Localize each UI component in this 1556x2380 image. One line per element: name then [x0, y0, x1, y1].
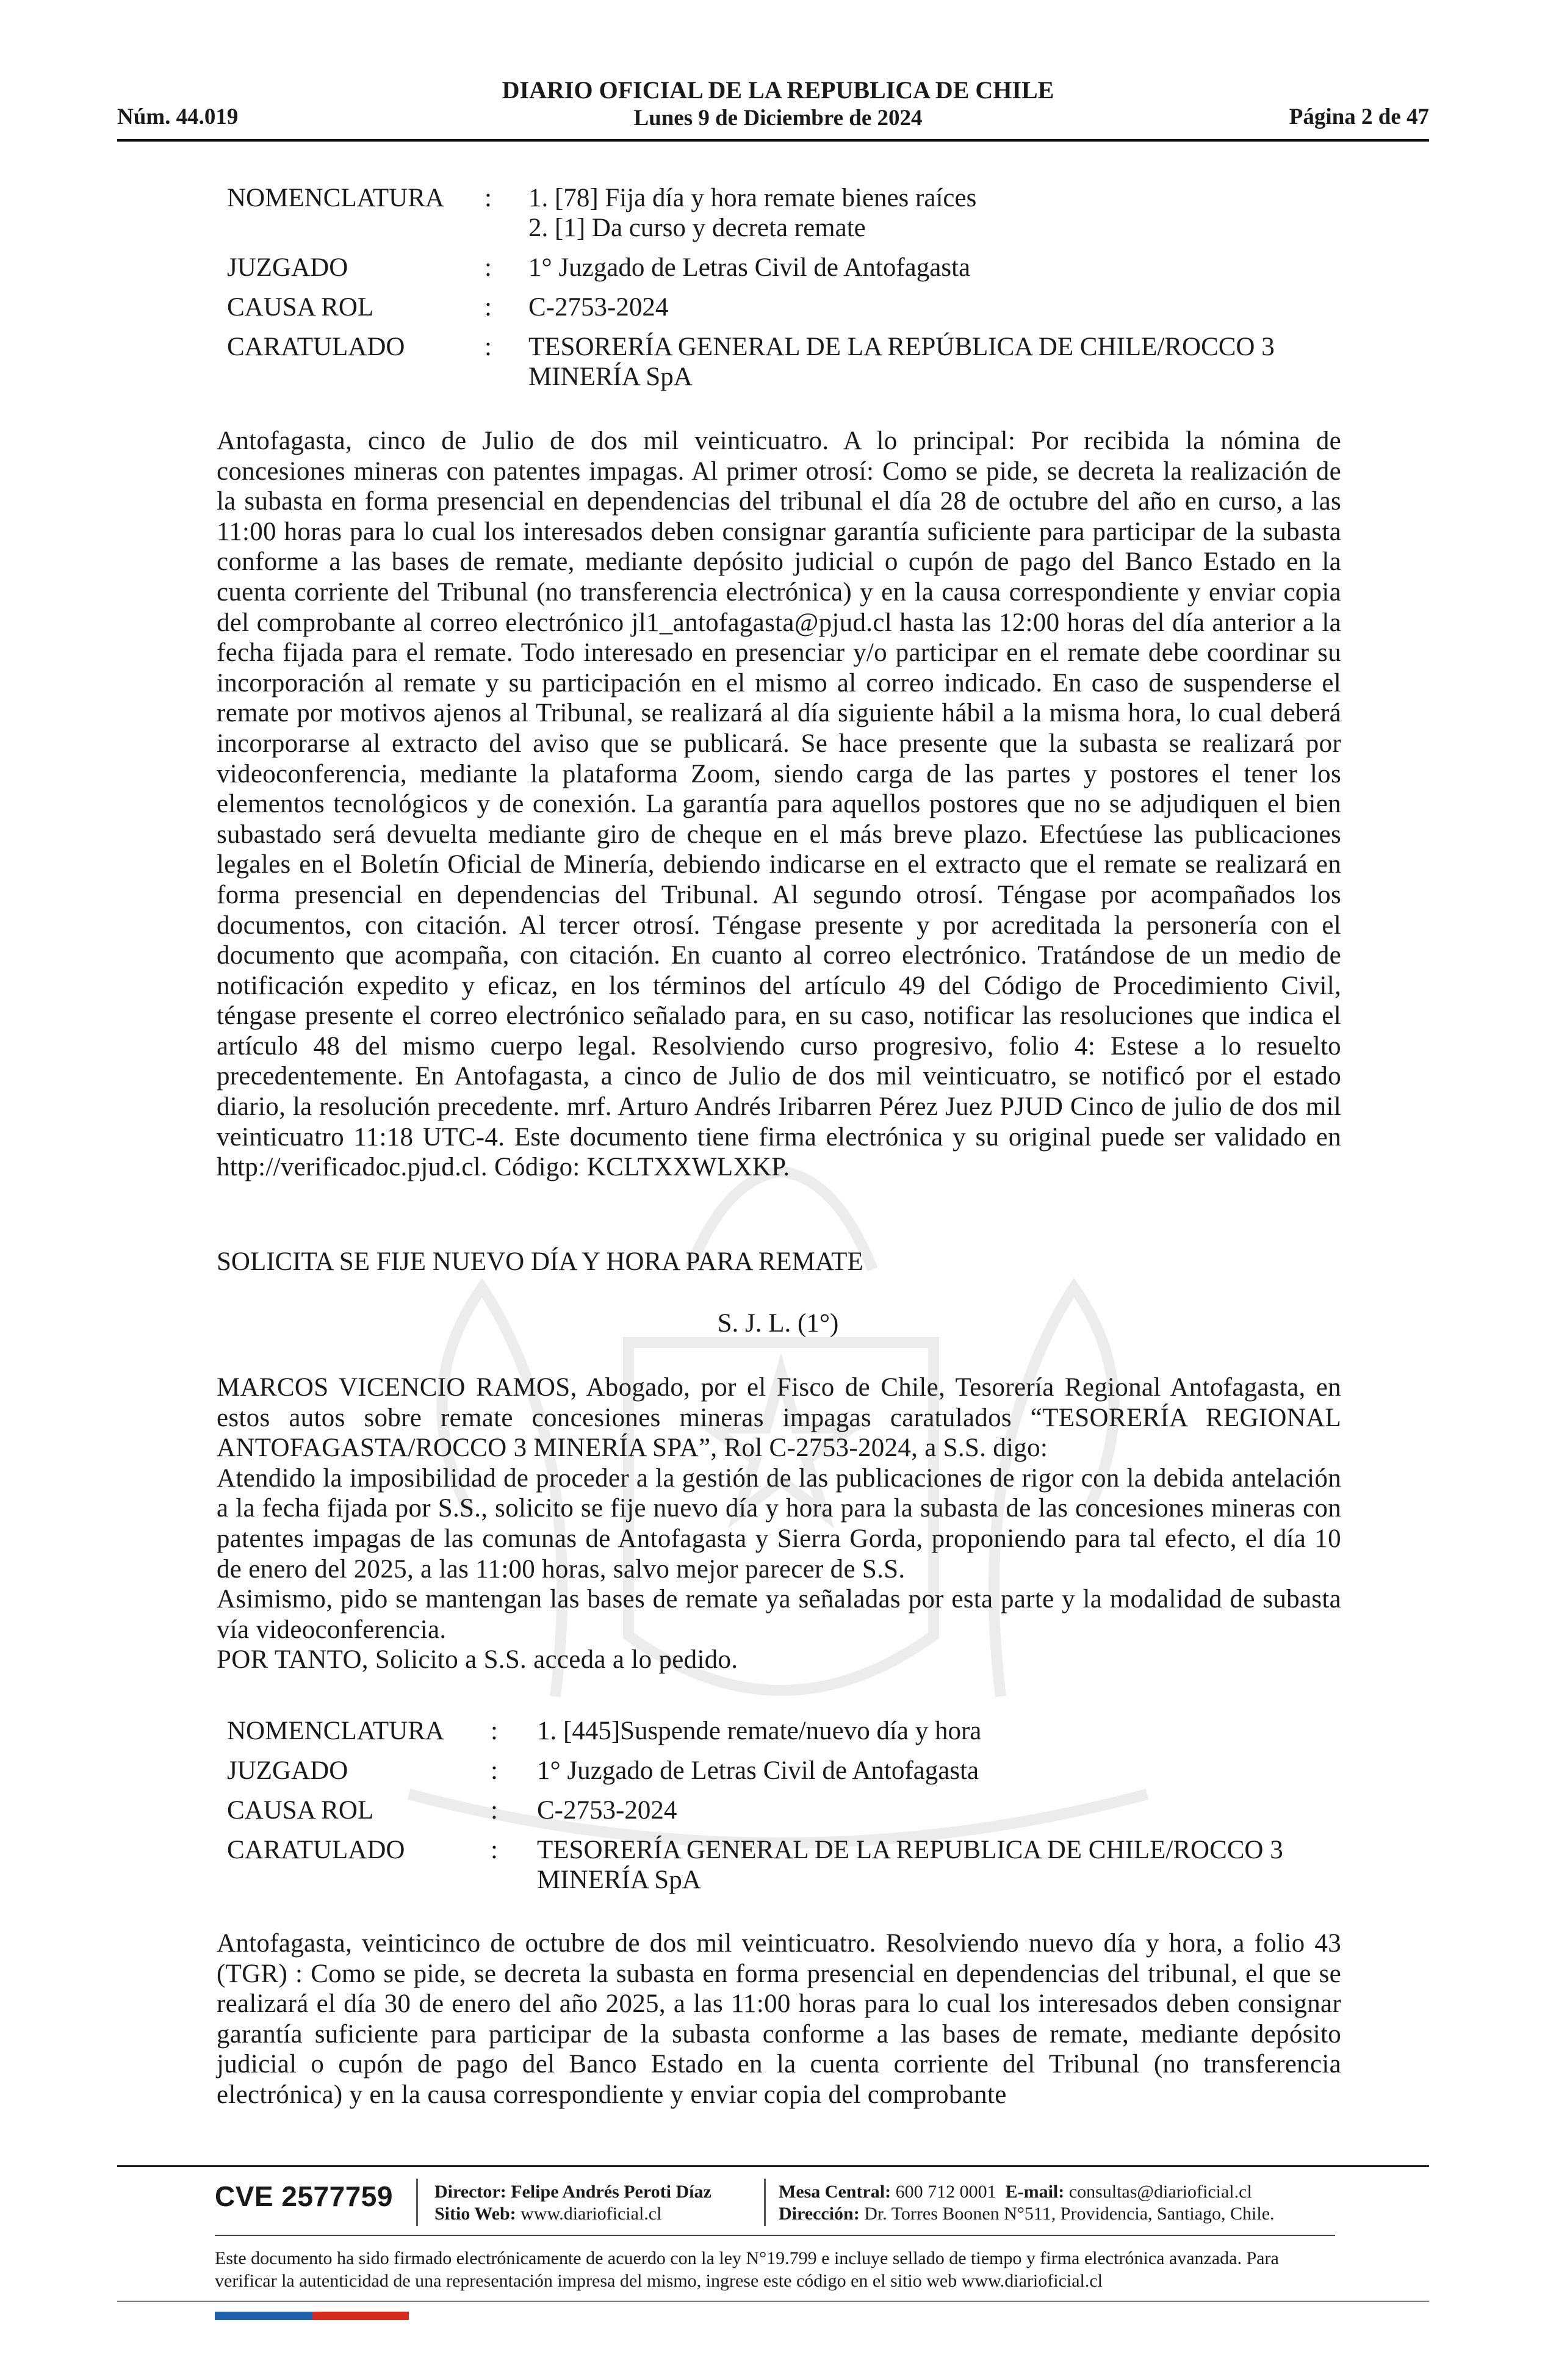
caratulado-row	[227, 1835, 1386, 1895]
request-heading: SOLICITA SE FIJE NUEVO DÍA Y HORA PARA REMATE	[217, 1247, 863, 1276]
website-link[interactable]: www.diarioficial.cl	[520, 2204, 662, 2224]
director-name: Felipe Andrés Peroti Díaz	[511, 2182, 711, 2202]
footer-director-block	[434, 2181, 711, 2225]
footer-contact-block	[779, 2181, 1275, 2225]
request-body	[217, 1372, 1341, 1675]
email-label: E-mail:	[1005, 2182, 1065, 2202]
causa-rol-value: C-2753-2024	[528, 293, 669, 322]
colon: :	[491, 1796, 498, 1825]
juzgado-row	[227, 253, 1386, 283]
causa-rol-row	[227, 292, 1386, 322]
nomenclatura-label: NOMENCLATURA	[227, 1717, 444, 1745]
request-paragraph-4: POR TANTO, Solicito a S.S. acceda a lo pedido.	[217, 1645, 738, 1675]
nomenclatura-value-1: 1. [78] Fija día y hora remate bienes raíces	[528, 184, 977, 212]
case-metadata-1	[227, 183, 1386, 402]
footer-divider	[117, 2165, 1429, 2167]
caratulado-label: CARATULADO	[227, 1836, 405, 1864]
footer-separator	[416, 2179, 418, 2226]
causa-rol-value: C-2753-2024	[537, 1796, 677, 1825]
cve-code: CVE 2577759	[215, 2180, 393, 2212]
nomenclatura-label: NOMENCLATURA	[227, 184, 444, 212]
caratulado-value: TESORERÍA GENERAL DE LA REPÚBLICA DE CHILE/ROCCO 3 MINERÍA SpA	[528, 333, 1275, 391]
colon: :	[484, 184, 492, 212]
director-label: Director:	[434, 2182, 506, 2202]
resolution-paragraph-1: Antofagasta, cinco de Julio de dos mil veinticuatro. A lo principal: Por recibida la nómina de concesiones mineras con patentes impagas. Al primer otrosí: Como se pide, se decreta la realización de la subasta en forma presencial en dependencias del tribunal el día 28 de octubre del año en curso, a las 11:00 horas para lo cual los interesados deben consignar garantía suficiente para participar de la subasta conforme a las bases de remate, mediante depósito judicial o cupón de pago del Banco Estado en la cuenta corriente del Tribunal (no transferencia electrónica) y en la causa correspondiente y enviar copia del comprobante al correo electrónico jl1_antofagasta@pjud.cl hasta las 12:00 horas del día anterior a la fecha fijada para el remate. Todo interesado en presenciar y/o participar en el remate debe coordinar su incorporación al remate y su participación en el mismo al correo indicado. En caso de suspenderse el remate por motivos ajenos al Tribunal, se realizará al día siguiente hábil a la misma hora, lo cual deberá incorporarse al extracto del aviso que se publicará. Se hace presente que la subasta se realizará por videoconferencia, mediante la plataforma Zoom, siendo carga de las partes y postores el tener los elementos tecnológicos y de conexión. La garantía para aquellos postores que no se adjudiquen el bien subastado será devuelta mediante giro de cheque en el más breve plazo. Efectúese las publicaciones legales en el Boletín Oficial de Minería, debiendo indicarse en el extracto que el remate se realizará en forma presencial en dependencias del Tribunal. Al segundo otrosí. Téngase por acompañados los documentos, con citación. Al tercer otrosí. Téngase presente y por acreditada la personería con el documento que acompaña, con citación. En cuanto al correo electrónico. Tratándose de un medio de notificación expedito y eficaz, en los términos del artículo 49 del Código de Procedimiento Civil, téngase presente el correo electrónico señalado para, en su caso, notificar las resoluciones que indica el artículo 48 del mismo cuerpo legal. Resolviendo curso progresivo, folio 4: Estese a lo resuelto precedentemente. En Antofagasta, a cinco de Julio de dos mil veinticuatro, se notificó por el estado diario, la resolución precedente. mrf. Arturo Andrés Iribarren Pérez Juez PJUD Cinco de julio de dos mil veinticuatro 11:18 UTC-4. Este documento tiene firma electrónica y su original puede ser validado en http://verificadoc.pjud.cl. Código: KCLTXXWLXKP.	[217, 427, 1341, 1182]
caratulado-label: CARATULADO	[227, 333, 405, 361]
request-paragraph-1: MARCOS VICENCIO RAMOS, Abogado, por el Fisco de Chile, Tesorería Regional Antofagasta, en estos autos sobre remate concesiones mineras impagas caratulados “TESORERÍA REGIONAL ANTOFAGASTA/ROCCO 3 MINERÍA SPA”, Rol C-2753-2024, a S.S. digo:	[217, 1373, 1341, 1463]
nomenclatura-value-1: 1. [445]Suspende remate/nuevo día y hora	[537, 1717, 982, 1745]
address-value: Dr. Torres Boonen N°511, Providencia, Santiago, Chile.	[864, 2204, 1275, 2224]
issue-date: Lunes 9 de Diciembre de 2024	[633, 106, 923, 131]
causa-rol-label: CAUSA ROL	[227, 293, 374, 322]
juzgado-row	[227, 1756, 1386, 1786]
page-number: Página 2 de 47	[1289, 104, 1429, 129]
footer-divider-2	[215, 2235, 1335, 2236]
juzgado-value: 1° Juzgado de Letras Civil de Antofagasta	[537, 1756, 979, 1785]
request-paragraph-3: Asimismo, pido se mantengan las bases de remate ya señaladas por esta parte y la modalidad de subasta vía videoconferencia.	[217, 1585, 1341, 1644]
juzgado-label: JUZGADO	[227, 1756, 348, 1785]
flag-stripe-blue	[215, 2312, 312, 2320]
colon: :	[491, 1756, 498, 1785]
case-metadata-2	[227, 1716, 1386, 1905]
request-paragraph-2: Atendido la imposibilidad de proceder a la gestión de las publicaciones de rigor con la debida antelación a la fecha fijada por S.S., solicito se fije nuevo día y hora para la subasta de las concesiones mineras con patentes impagas de las comunas de Antofagasta y Sierra Gorda, proponiendo para tal efecto, el día 10 de enero del 2025, a las 11:00 horas, salvo mejor parecer de S.S.	[217, 1463, 1341, 1584]
mesa-central-label: Mesa Central:	[779, 2182, 891, 2202]
causa-rol-label: CAUSA ROL	[227, 1796, 374, 1825]
juzgado-value: 1° Juzgado de Letras Civil de Antofagasta	[528, 253, 971, 282]
colon: :	[491, 1836, 498, 1864]
caratulado-row	[227, 332, 1386, 392]
colon: :	[491, 1717, 498, 1745]
footer-separator	[764, 2179, 766, 2226]
nomenclatura-value-2: 2. [1] Da curso y decreta remate	[528, 214, 866, 242]
causa-rol-row	[227, 1795, 1386, 1825]
colon: :	[484, 333, 492, 361]
address-label: Dirección:	[779, 2204, 860, 2224]
footer-divider-3	[117, 2301, 1429, 2302]
colon: :	[484, 253, 492, 282]
resolution-paragraph-2: Antofagasta, veinticinco de octubre de dos mil veinticuatro. Resolviendo nuevo día y hora, a folio 43 (TGR) : Como se pide, se decreta la subasta en forma presencial en dependencias del tribunal, el que se realizará el día 30 de enero del año 2025, a las 11:00 horas para lo cual los interesados deben consignar garantía suficiente para participar de la subasta conforme a las bases de remate, mediante depósito judicial o cupón de pago del Banco Estado en la cuenta corriente del Tribunal (no transferencia electrónica) y en la causa correspondiente y enviar copia del comprobante	[217, 1929, 1341, 2109]
issue-number: Núm. 44.019	[117, 104, 239, 129]
nomenclatura-row	[227, 1716, 1386, 1746]
caratulado-value: TESORERÍA GENERAL DE LA REPUBLICA DE CHILE/ROCCO 3 MINERÍA SpA	[537, 1836, 1283, 1894]
juzgado-label: JUZGADO	[227, 253, 348, 282]
newspaper-title: DIARIO OFICIAL DE LA REPUBLICA DE CHILE	[502, 76, 1054, 104]
nomenclatura-row	[227, 183, 1386, 243]
court-addressee: S. J. L. (1°)	[717, 1309, 839, 1338]
colon: :	[484, 293, 492, 322]
mesa-central-value: 600 712 0001	[895, 2182, 996, 2202]
flag-stripe-red	[312, 2312, 409, 2320]
email-link[interactable]: consultas@diarioficial.cl	[1068, 2182, 1252, 2202]
header-divider	[117, 139, 1429, 142]
legal-notice: Este documento ha sido firmado electrónicamente de acuerdo con la ley N°19.799 e incluye sellado de tiempo y firma electrónica avanzada. Para verificar la autenticidad de una representación impresa del mismo, ingrese este código en el sitio web www.diarioficial.cl	[215, 2248, 1279, 2291]
website-label: Sitio Web:	[434, 2204, 516, 2224]
